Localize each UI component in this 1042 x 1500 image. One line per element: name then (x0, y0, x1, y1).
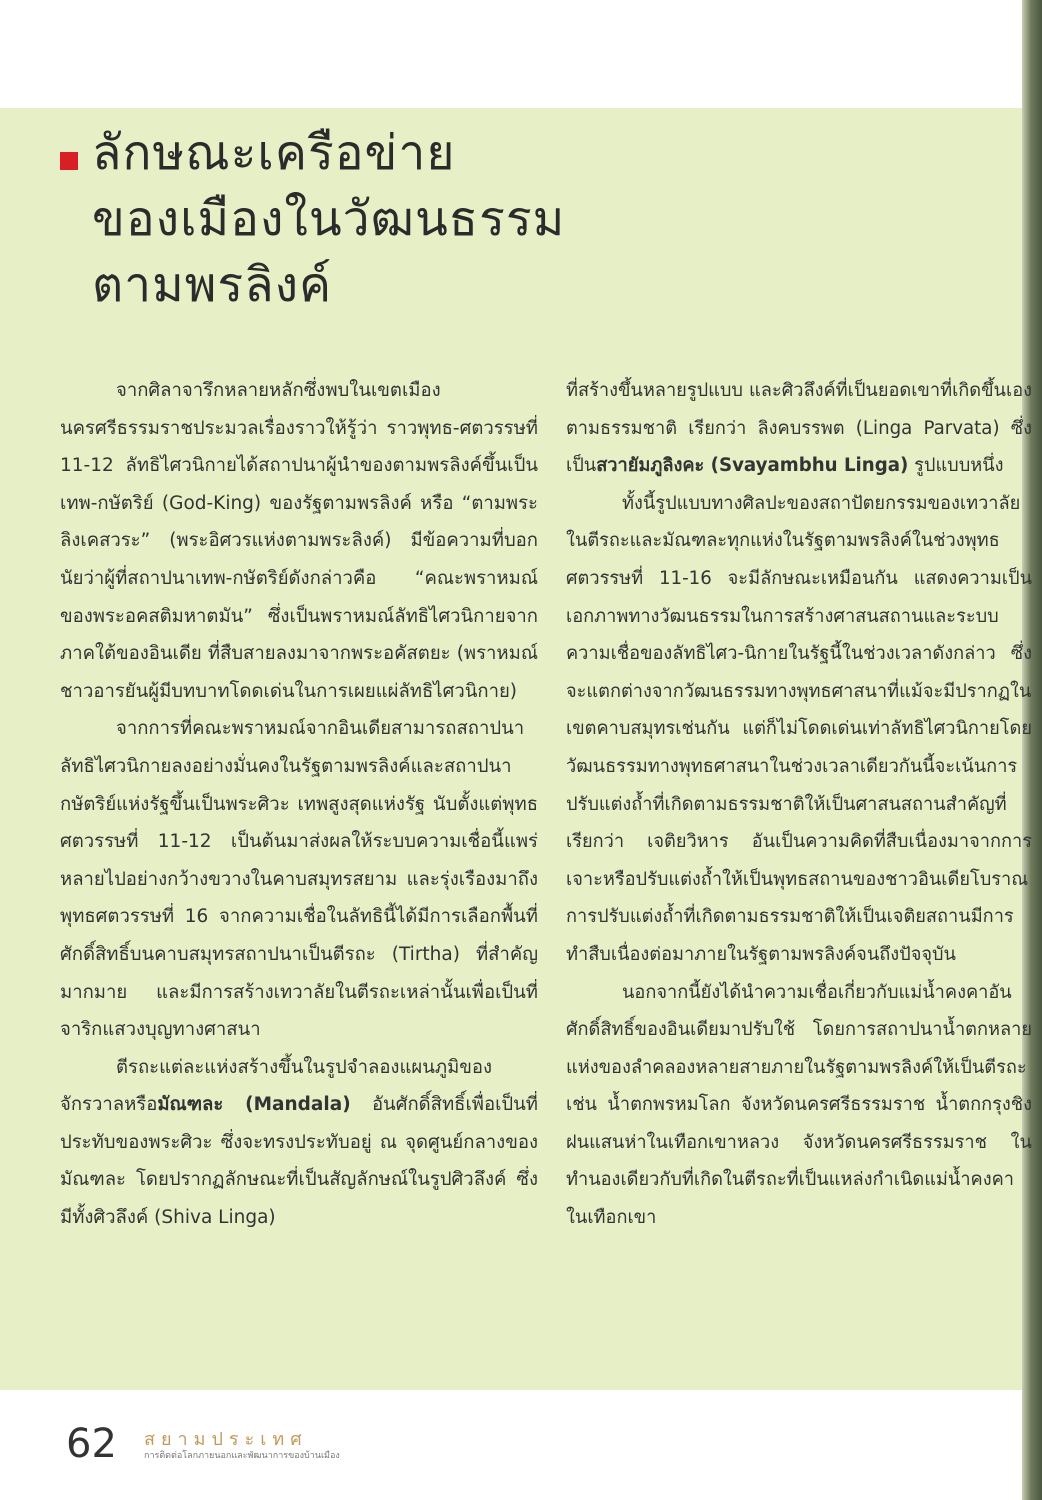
paragraph: ที่สร้างขึ้นหลายรูปแบบ และศิวลึงค์ที่เป็นยอดเขาที่เกิดขึ้นเองตามธรรมชาติ เรียกว่า ลิงคบรรพต (Linga Parvata) ซึ่งเป็นสวายัมภูลิงคะ (Svayambhu Linga) รูปแบบหนึ่ง (566, 380, 1032, 477)
page-number: 62 (66, 1421, 117, 1467)
magazine-name: สยามประเทศ (144, 1429, 308, 1450)
right-column (566, 372, 1032, 1237)
svayambhu-term: สวายัมภูลิงคะ (Svayambhu Linga) (596, 455, 909, 477)
paragraph: นอกจากนี้ยังได้นำความเชื่อเกี่ยวกับแม่น้ำคงคาอันศักดิ์สิทธิ์ของอินเดียมาปรับใช้ โดยการสถาปนาน้ำตกหลายแห่งของลำคลองหลายสายภายในรัฐตามพรลิงค์ให้เป็นตีรถะ เช่น น้ำตกพรหมโลก จังหวัดนครศรีธรรมราช น้ำตกกรุงชิงฝนแสนห่าในเทือกเขาหลวง จังหวัดนครศรีธรรมราช ในทำนองเดียวกับที่เกิดในตีรถะที่เป็นแหล่งกำเนิดแม่น้ำคงคาในเทือกเขา (566, 981, 1032, 1229)
top-margin (0, 0, 1042, 108)
title-line-3: ตามพรลิงค์ (92, 257, 333, 313)
left-column (60, 372, 538, 1237)
paragraph: ตีรถะแต่ละแห่งสร้างขึ้นในรูปจำลองแผนภูมิของจักรวาลหรือมัณฑละ (Mandala) อันศักดิ์สิทธิ์เพื่อเป็นที่ประทับของพระศิวะ ซึ่งจะทรงประทับอยู่ ณ จุดศูนย์กลางของมัณฑละ โดยปรากฏลักษณะที่เป็นสัญลักษณ์ในรูปศิวลึงค์ ซึ่งมีทั้งศิวลึงค์ (Shiva Linga) (60, 1056, 538, 1229)
title-bullet-icon (60, 152, 78, 170)
title-line-2: ของเมืองในวัฒนธรรม (92, 191, 566, 247)
paragraph: จากศิลาจารึกหลายหลักซึ่งพบในเขตเมืองนครศรีธรรมราชประมวลเรื่องราวให้รู้ว่า ราวพุทธ-ศตวรรษที่ 11-12 ลัทธิไศวนิกายได้สถาปนาผู้นำของตามพรลิงค์ขึ้นเป็นเทพ-กษัตริย์ (God-King) ของรัฐตามพรลิงค์ หรือ “ตามพระลิงเคสวระ” (พระอิศวรแห่งตามพระลิงค์) มีข้อความที่บอกนัยว่าผู้ที่สถาปนาเทพ-กษัตริย์ดังกล่าวคือ “คณะพราหมณ์ของพระอคสติมหาตมัน” ซึ่งเป็นพราหมณ์ลัทธิไศวนิกายจากภาคใต้ของอินเดีย ที่สืบสายลงมาจากพระอคัสตยะ (พราหมณ์ชาวอารยันผู้มีบทบาทโดดเด่นในการเผยแผ่ลัทธิไศวนิกาย) (60, 380, 538, 702)
magazine-tagline: การติดต่อโลกภายนอกและพัฒนาการของบ้านเมือง (144, 1451, 340, 1461)
paragraph: ทั้งนี้รูปแบบทางศิลปะของสถาปัตยกรรมของเทวาลัยในตีรถะและมัณฑละทุกแห่งในรัฐตามพรลิงค์ในช่วงพุทธศตวรรษที่ 11-16 จะมีลักษณะเหมือนกัน แสดงความเป็นเอกภาพทางวัฒนธรรมในการสร้างศาสนสถานและระบบความเชื่อของลัทธิไศว-นิกายในรัฐนี้ในช่วงเวลาดังกล่าว ซึ่งจะแตกต่างจากวัฒนธรรมทางพุทธศาสนาที่แม้จะมีปรากฏในเขตคาบสมุทรเช่นกัน แต่ก็ไม่โดดเด่นเท่าลัทธิไศวนิกายโดยวัฒนธรรมทางพุทธศาสนาในช่วงเวลาเดียวกันนี้จะเน้นการปรับแต่งถ้ำที่เกิดตามธรรมชาติให้เป็นศาสนสถานสำคัญที่เรียกว่า เจติยวิหาร อันเป็นความคิดที่สืบเนื่องมาจากการเจาะหรือปรับแต่งถ้ำให้เป็นพุทธสถานของชาวอินเดียโบราณ การปรับแต่งถ้ำที่เกิดตามธรรมชาติให้เป็นเจติยสถานมีการทำสืบเนื่องต่อมาภายในรัฐตามพรลิงค์จนถึงปัจจุบัน (566, 492, 1032, 965)
mandala-term: มัณฑละ (Mandala) (157, 1094, 351, 1116)
title-line-1: ลักษณะเครือข่าย (92, 125, 456, 181)
paragraph: จากการที่คณะพราหมณ์จากอินเดียสามารถสถาปนาลัทธิไศวนิกายลงอย่างมั่นคงในรัฐตามพรลิงค์และสถาปนากษัตริย์แห่งรัฐขึ้นเป็นพระศิวะ เทพสูงสุดแห่งรัฐ นับตั้งแต่พุทธศตวรรษที่ 11-12 เป็นต้นมาส่งผลให้ระบบความเชื่อนี้แพร่หลายไปอย่างกว้างขวางในคาบสมุทรสยาม และรุ่งเรืองมาถึงพุทธศตวรรษที่ 16 จากความเชื่อในลัทธินี้ได้มีการเลือกพื้นที่ศักดิ์สิทธิ์บนคาบสมุทรสถาปนาเป็นตีรถะ (Tirtha) ที่สำคัญมากมาย และมีการสร้างเทวาลัยในตีรถะเหล่านั้นเพื่อเป็นที่จาริกแสวงบุญทางศาสนา (60, 718, 538, 1041)
